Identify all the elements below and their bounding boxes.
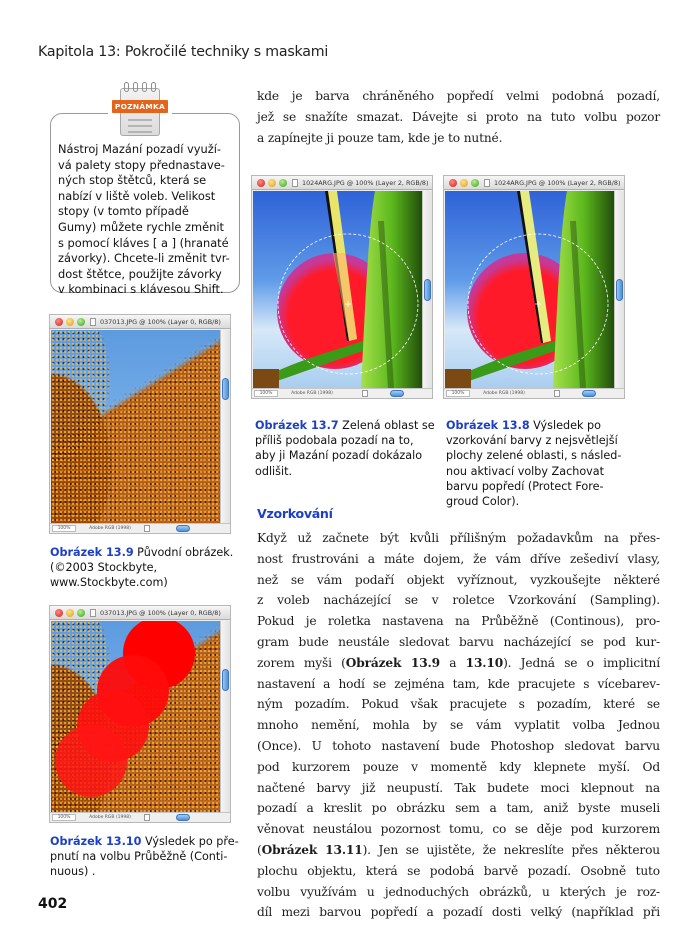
caption-line: odlišit.: [255, 464, 293, 478]
figure-label: Obrázek 13.7: [255, 419, 339, 432]
figure-label: Obrázek 13.9: [50, 546, 134, 559]
window-title: 037013.JPG @ 100% (Layer 0, RGB/8): [100, 318, 221, 326]
erased-area: [51, 621, 221, 813]
section-paragraph: [257, 528, 660, 923]
window-titlebar: [252, 176, 432, 190]
note-line: nabízí v liště voleb. Velikost: [58, 188, 216, 203]
scroll-thumb[interactable]: [222, 378, 229, 400]
caption-line: plochy zelené oblasti, s násled-: [446, 449, 622, 463]
window-titlebar: [50, 606, 230, 620]
zoom-button[interactable]: [77, 609, 85, 617]
status-bar: [444, 388, 624, 398]
status-bar: [252, 388, 432, 398]
text-line: jež se snažíte smazat. Dávejte si proto na tuto volbu pozor: [257, 109, 660, 124]
figure-reference: 13.10: [465, 655, 504, 670]
status-menu-button[interactable]: [144, 525, 150, 532]
photoshop-window-fig-13-7: [251, 175, 433, 399]
zoom-field[interactable]: 100%: [52, 525, 76, 532]
window-titlebar: [444, 176, 624, 190]
image-canvas: [253, 191, 423, 389]
window-titlebar: [50, 315, 230, 329]
note-line: závorky). Chcete-li změnit tvr-: [58, 251, 230, 266]
zoom-field[interactable]: 100%: [52, 814, 76, 821]
caption-line: pnutí na volbu Průběžně (Conti-: [50, 850, 228, 864]
text-line: načtené barvy již neupustí. Tak budete moci klepnout na: [257, 780, 660, 795]
color-profile: Adobe RGB (1998): [89, 526, 131, 531]
section-heading: Vzorkování: [257, 506, 333, 521]
text-line: ným pozadím. Pokud však pracujete s pozadím, které se: [257, 697, 660, 712]
color-profile: Adobe RGB (1998): [483, 391, 525, 396]
text-line: z voleb nacházející se v roletce Vzorkování (Sampling).: [257, 593, 660, 608]
caption-text: Původní obrázek.: [133, 546, 234, 559]
photoshop-window-fig-13-8: [443, 175, 625, 399]
document-icon: [484, 179, 490, 187]
caption-line: vzorkování barvy z nejsvětlejší: [446, 434, 618, 448]
document-icon: [90, 609, 96, 617]
caption-text: Výsledek po: [529, 419, 601, 432]
image-canvas: [445, 191, 615, 389]
window-title: 1024ARG.JPG @ 100% (Layer 2, RGB/8): [302, 179, 429, 187]
text-line: Když už začnete být kvůli přílišným požadavkům na přes-: [257, 531, 660, 545]
chapter-header: Kapitola 13: Pokročilé techniky s maskami: [38, 44, 329, 60]
figure-reference: Obrázek 13.9: [345, 655, 440, 670]
caption-line: nuous) .: [50, 865, 96, 879]
caption-line: barvu popředí (Protect Fore-: [446, 479, 604, 493]
caption-line: příliš podobala pozadí na to,: [255, 434, 414, 448]
minimize-button[interactable]: [268, 179, 276, 187]
zoom-button[interactable]: [77, 318, 85, 326]
horizontal-scroll-thumb[interactable]: [176, 525, 190, 532]
horizontal-scroll-thumb[interactable]: [582, 390, 596, 397]
vertical-scrollbar[interactable]: [422, 191, 432, 389]
text-line: věnovat neustálou pozornost tomu, co se děje pod kurzorem: [257, 822, 660, 837]
text-line: zorem myši (Obrázek 13.9 a 13.10). Jedná se o implicitní: [257, 655, 660, 670]
status-menu-button[interactable]: [144, 814, 150, 821]
caption-text: Zelená oblast se: [338, 419, 435, 432]
photoshop-window-fig-13-9: [49, 314, 231, 534]
note-line: vá palety stopy přednastave-: [58, 157, 225, 172]
text-line: (Obrázek 13.11). Jen se ujistěte, že nekreslíte přes některou: [257, 842, 660, 857]
figure-reference: Obrázek 13.11: [261, 842, 363, 857]
intro-paragraph: [257, 86, 660, 148]
color-profile: Adobe RGB (1998): [291, 391, 333, 396]
note-badge: POZNÁMKA: [112, 100, 168, 113]
note-line: Nástroj Mazání pozadí využí-: [58, 142, 221, 156]
caption-fig-13-9: [50, 545, 233, 591]
caption-fig-13-10: [50, 834, 239, 880]
color-profile: Adobe RGB (1998): [89, 815, 131, 820]
notepad-rings: [124, 82, 156, 92]
caption-fig-13-8: [446, 418, 621, 509]
status-menu-button[interactable]: [554, 390, 560, 397]
image-canvas: [51, 621, 221, 813]
window-title: 1024ARG.JPG @ 100% (Layer 2, RGB/8): [494, 179, 621, 187]
caption-fig-13-7: [255, 418, 435, 479]
minimize-button[interactable]: [460, 179, 468, 187]
text-line: plochu objektu, která se podobá barvě pozadí. Osobně tuto: [257, 863, 660, 878]
zoom-field[interactable]: 100%: [254, 390, 278, 397]
text-line: nost frustrováni a máte dojem, že vám dříve zešediví vlasy,: [257, 551, 660, 566]
text-line: díl mezi barvou popředí a pozadí dosti velký (například při: [257, 905, 660, 920]
status-bar: [50, 812, 230, 822]
note-line: stopy (v tomto případě: [58, 204, 189, 219]
page-number: 402: [38, 896, 68, 912]
caption-text: Výsledek po pře-: [141, 835, 239, 848]
caption-line: (©2003 Stockbyte,: [50, 561, 158, 575]
zoom-button[interactable]: [279, 179, 287, 187]
status-bar: [50, 523, 230, 533]
close-button[interactable]: [449, 179, 457, 187]
text-line: (Once). U tohoto nastavení bude Photoshop sledovat barvu: [257, 738, 660, 753]
note-line: ných stop štětců, která se: [58, 173, 207, 188]
text-line: než se vám podaří objekt vyříznout, vyzkoušejte některé: [257, 572, 660, 587]
figure-label: Obrázek 13.10: [50, 835, 142, 848]
note-text: [58, 142, 236, 298]
text-line: nastavení a hodí se zejména tam, kde pracujete s vícebarev-: [257, 676, 660, 691]
note-line: Gumy) můžete rychle změnit: [58, 219, 224, 234]
vertical-scrollbar[interactable]: [220, 330, 230, 524]
text-line: Pokud je roletka nastavena na Průběžně (Continous), pro-: [257, 614, 660, 629]
text-line: kde je barva chráněného popředí velmi podobná pozadí,: [257, 89, 660, 103]
caption-line: www.Stockbyte.com): [50, 576, 168, 590]
image-canvas: [51, 330, 221, 524]
document-icon: [90, 318, 96, 326]
scroll-thumb[interactable]: [222, 669, 229, 691]
text-line: mnoho nemění, mohla by se vám vyplatit volba Jednou: [257, 718, 660, 733]
vertical-scrollbar[interactable]: [614, 191, 624, 389]
vertical-scrollbar[interactable]: [220, 621, 230, 813]
text-line: a zapínejte ji pouze tam, kde je to nutné.: [257, 130, 503, 145]
text-line: gram bude neustále sledovat barvu nacházející se pod kur-: [257, 634, 660, 649]
text-line: volbu využívám u jednoduchých obrázků, u kterých je roz-: [257, 884, 660, 899]
minimize-button[interactable]: [66, 609, 74, 617]
photoshop-window-fig-13-10: [49, 605, 231, 823]
status-menu-button[interactable]: [362, 390, 368, 397]
minimize-button[interactable]: [66, 318, 74, 326]
close-button[interactable]: [55, 609, 63, 617]
scroll-thumb[interactable]: [424, 279, 431, 301]
close-button[interactable]: [257, 179, 265, 187]
scroll-thumb[interactable]: [616, 279, 623, 301]
text-line: pozadí a kreslit po obrázku sem a tam, aniž byste museli: [257, 801, 660, 816]
window-title: 037013.JPG @ 100% (Layer 0, RGB/8): [100, 609, 221, 617]
caption-line: aby ji Mazání pozadí dokázalo: [255, 449, 423, 463]
caption-line: nou aktivací volby Zachovat: [446, 464, 605, 478]
caption-line: groud Color).: [446, 495, 520, 509]
zoom-field[interactable]: 100%: [446, 390, 470, 397]
horizontal-scroll-thumb[interactable]: [390, 390, 404, 397]
note-line: v kombinaci s klávesou Shift.: [58, 282, 224, 297]
tree-foliage: [51, 330, 221, 524]
horizontal-scroll-thumb[interactable]: [176, 814, 190, 821]
text-line: pod kurzorem pouze v momentě kdy klepnete myší. Od: [257, 759, 660, 774]
figure-label: Obrázek 13.8: [446, 419, 530, 432]
document-icon: [292, 179, 298, 187]
notepad-icon: [110, 80, 170, 142]
note-line: s pomocí kláves [ a ] (hranaté: [58, 235, 229, 250]
note-line: dost štětce, použijte závorky: [58, 266, 222, 281]
close-button[interactable]: [55, 318, 63, 326]
zoom-button[interactable]: [471, 179, 479, 187]
